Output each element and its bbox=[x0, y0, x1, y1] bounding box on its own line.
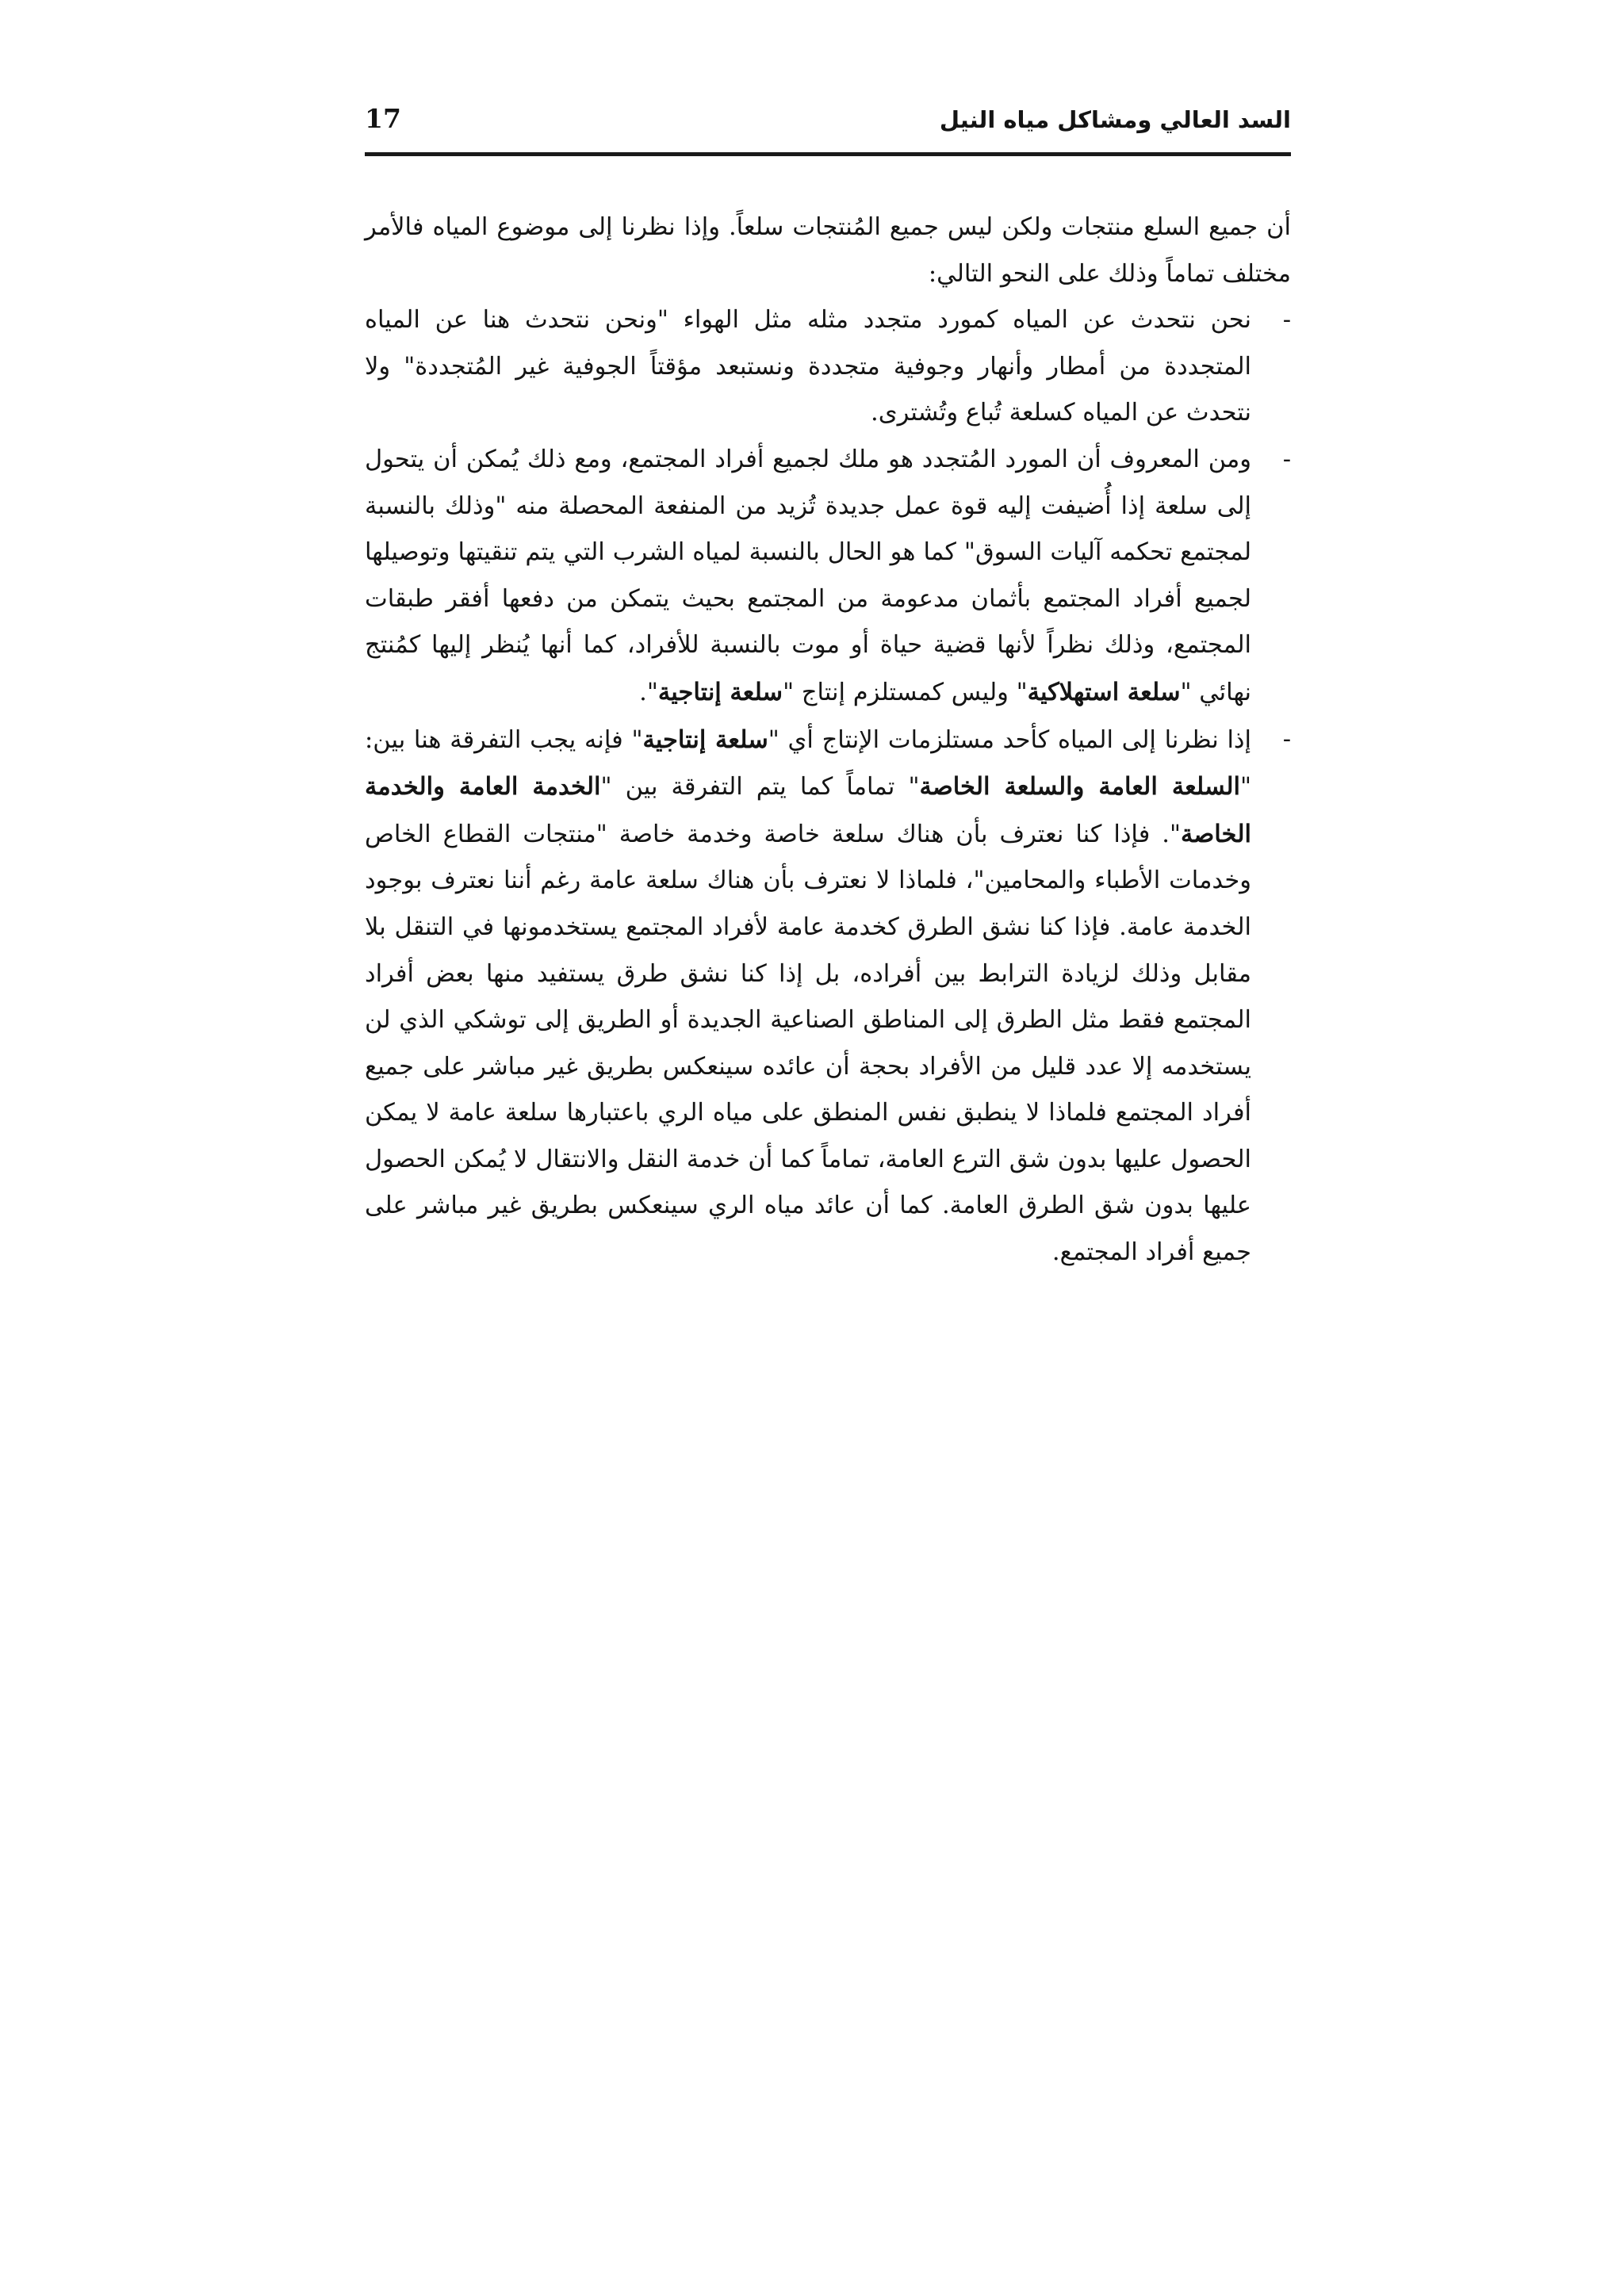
running-title: السد العالي ومشاكل مياه النيل bbox=[939, 106, 1291, 133]
bullet-3-text-1: إذا نظرنا إلى المياه كأحد مستلزمات الإنتاج أي " bbox=[768, 725, 1251, 754]
bullet-3-text-3: " تماماً كما يتم التفرقة بين " bbox=[600, 773, 920, 802]
bold-term-public-private-good: السلعة العامة والسلعة الخاصة bbox=[919, 772, 1240, 802]
list-item bbox=[365, 717, 1291, 1276]
bullet-3-text-2: " فإنه يجب التفرقة هنا بين: " bbox=[365, 725, 1251, 802]
list-item bbox=[365, 437, 1291, 717]
bullet-2-text-3: ". bbox=[639, 678, 658, 706]
bullet-dash: - bbox=[1282, 445, 1291, 473]
bullet-text bbox=[365, 437, 1251, 717]
bold-term-production-good: سلعة إنتاجية bbox=[642, 725, 768, 754]
page-header bbox=[365, 101, 1291, 149]
header-rule bbox=[365, 152, 1291, 156]
bold-term-production-good: سلعة إنتاجية bbox=[657, 677, 783, 706]
bullet-dash: - bbox=[1282, 306, 1291, 335]
page-number: 17 bbox=[365, 103, 401, 134]
list-item bbox=[365, 297, 1291, 437]
bullet-1-text: نحن نتحدث عن المياه كمورد متجدد مثله مثل الهواء "ونحن نتحدث هنا عن المياه المتجددة من أمطار وأنهار وجوفية متجددة ونستبعد مؤقتاً الجوفية غير المُتجددة" ولا نتحدث عن المياه كسلعة تُباع وتُشترى. bbox=[365, 306, 1251, 427]
bold-term-public-private-service: الخدمة العامة والخدمة الخاصة bbox=[365, 772, 1251, 848]
bullet-text bbox=[365, 297, 1251, 437]
body-text bbox=[365, 205, 1291, 1276]
bullet-2-text-1: ومن المعروف أن المورد المُتجدد هو ملك لجميع أفراد المجتمع، ومع ذلك يُمكن أن يتحول إلى سلعة إذا أُضيفت إليه قوة عمل جديدة تُزيد من المنفعة المحصلة منه "وذلك بالنسبة لمجتمع تحكمه آليات السوق" كما هو الحال بالنسبة لمياه الشرب التي يتم تنقيتها وتوصيلها لجميع أفراد المجتمع بأثمان مدعومة من المجتمع بحيث يتمكن من دفعها أفقر طبقات المجتمع، وذلك نظراً لأنها قضية حياة أو موت بالنسبة للأفراد، كما أنها يُنظر إليها كمُنتج نهائي " bbox=[365, 445, 1251, 706]
intro-paragraph: أن جميع السلع منتجات ولكن ليس جميع المُنتجات سلعاً. وإذا نظرنا إلى موضوع المياه فالأمر مختلف تماماً وذلك على النحو التالي: bbox=[365, 213, 1291, 288]
bold-term-consumer-good: سلعة استهلاكية bbox=[1027, 677, 1181, 706]
bullet-3-text-4: ". فإذا كنا نعترف بأن هناك سلعة خاصة وخدمة خاصة "منتجات القطاع الخاص وخدمات الأطباء والمحامين"، فلماذا لا نعترف بأن هناك سلعة عامة رغم أننا نعترف بوجود الخدمة عامة. فإذا كنا نشق الطرق كخدمة عامة لأفراد المجتمع يستخدمونها في التنقل بلا مقابل وذلك لزيادة الترابط بين أفراده، بل إذا كنا نشق طرق يستفيد منها بعض أفراد المجتمع فقط مثل الطرق إلى المناطق الصناعية الجديدة أو الطريق إلى توشكي الذي لن يستخدمه إلا عدد قليل من الأفراد بحجة أن عائده سينعكس بطريق غير مباشر على جميع أفراد المجتمع فلماذا لا ينطبق نفس المنطق على مياه الري باعتبارها سلعة عامة لا يمكن الحصول عليها بدون شق الترع العامة، تماماً كما أن خدمة النقل والانتقال لا يُمكن الحصول عليها بدون شق الطرق العامة. كما أن عائد مياه الري سينعكس بطريق غير مباشر على جميع أفراد المجتمع. bbox=[365, 820, 1251, 1267]
bullet-dash: - bbox=[1282, 725, 1291, 753]
bullet-2-text-2: " وليس كمستلزم إنتاج " bbox=[783, 678, 1028, 706]
bullet-list bbox=[365, 297, 1291, 1276]
bullet-text bbox=[365, 717, 1251, 1276]
